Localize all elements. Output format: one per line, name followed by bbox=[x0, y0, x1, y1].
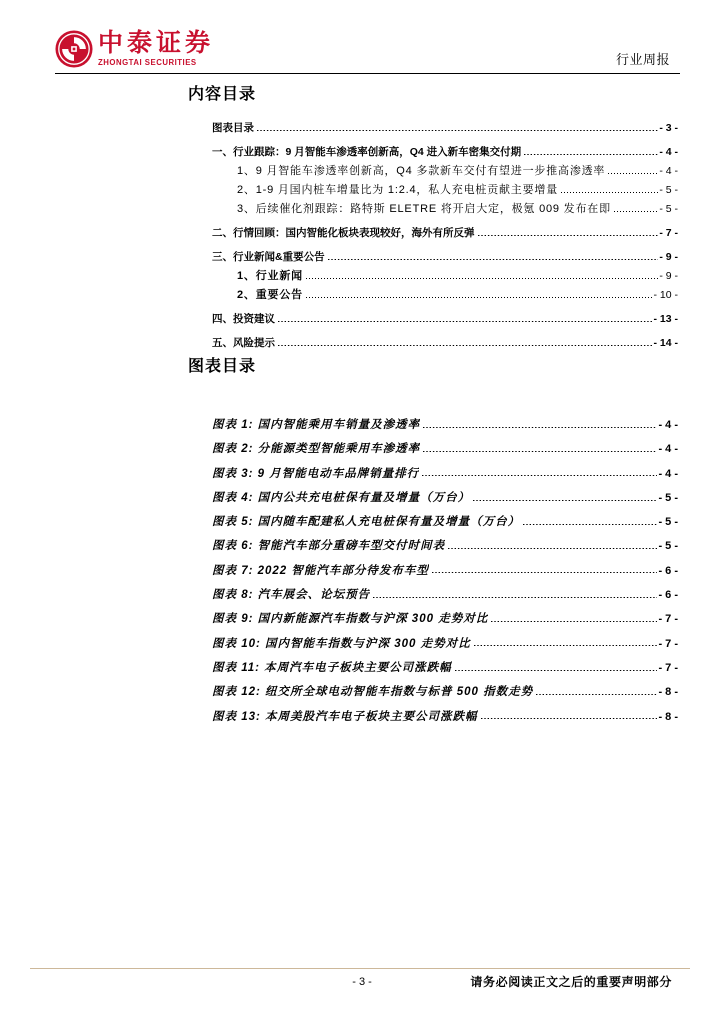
report-type-label: 行业周报 bbox=[615, 52, 670, 67]
toc-entry-page: - 5 - bbox=[659, 203, 678, 215]
dot-leader bbox=[473, 500, 657, 501]
dot-leader bbox=[373, 597, 657, 598]
figure-entry-title: 图表 3: 9 月智能电动车品牌销量排行 bbox=[212, 467, 420, 480]
footer-page-number: - 3 - bbox=[352, 976, 372, 988]
footer-divider bbox=[30, 968, 690, 969]
company-logo bbox=[55, 30, 220, 70]
figure-entry-title: 图表 4: 国内公共充电桩保有量及增量（万台） bbox=[212, 491, 471, 504]
toc-entry-page: - 5 - bbox=[659, 184, 678, 196]
logo-name-en: ZHONGTAI SECURITIES bbox=[98, 58, 197, 67]
figure-entry-title: 图表 7: 2022 智能汽车部分待发布车型 bbox=[212, 564, 429, 577]
toc-entry-title: 五、风险提示 bbox=[212, 337, 275, 349]
figure-entry-page: - 7 - bbox=[658, 637, 678, 650]
figure-entry-title: 图表 13: 本周美股汽车电子板块主要公司涨跌幅 bbox=[212, 710, 478, 723]
toc-entry-page: - 4 - bbox=[659, 165, 678, 177]
toc-heading: 内容目录 bbox=[188, 86, 257, 103]
dot-leader bbox=[306, 278, 658, 279]
figure-entry-page: - 5 - bbox=[658, 516, 678, 529]
toc-entry-title: 三、行业新闻&重要公告 bbox=[212, 251, 325, 263]
figure-entry[interactable] bbox=[212, 534, 678, 558]
header-divider bbox=[55, 73, 680, 74]
figure-entry-title: 图表 5: 国内随车配建私人充电桩保有量及增量（万台） bbox=[212, 516, 521, 529]
figure-entry[interactable] bbox=[212, 437, 678, 461]
figure-entry[interactable] bbox=[212, 607, 678, 631]
figure-entry-page: - 4 - bbox=[658, 419, 678, 431]
dot-leader bbox=[608, 173, 658, 174]
figure-entry-page: - 4 - bbox=[658, 443, 678, 456]
table-of-contents bbox=[212, 114, 678, 353]
dot-leader bbox=[448, 548, 657, 549]
figure-entry[interactable] bbox=[212, 559, 678, 583]
figure-entry[interactable] bbox=[212, 510, 678, 534]
toc-entry-title: 四、投资建议 bbox=[212, 313, 275, 325]
figure-entry[interactable] bbox=[212, 705, 678, 729]
dot-leader bbox=[306, 297, 653, 298]
toc-subentry[interactable] bbox=[212, 267, 678, 286]
toc-entry-title: 图表目录 bbox=[212, 122, 254, 134]
toc-entry-page: - 3 - bbox=[659, 122, 678, 134]
figure-entry[interactable] bbox=[212, 632, 678, 656]
toc-entry-page: - 7 - bbox=[659, 227, 678, 239]
dot-leader bbox=[257, 130, 658, 131]
dot-leader bbox=[561, 192, 658, 193]
figure-entry-title: 图表 1: 国内智能乘用车销量及渗透率 bbox=[212, 419, 421, 431]
figure-entry[interactable] bbox=[212, 680, 678, 704]
dot-leader bbox=[278, 321, 652, 322]
toc-entry-page: - 14 - bbox=[653, 337, 678, 349]
toc-entry-page: - 9 - bbox=[659, 251, 678, 263]
figure-entry-title: 图表 10: 国内智能车指数与沪深 300 走势对比 bbox=[212, 637, 471, 650]
toc-entry[interactable] bbox=[212, 334, 678, 353]
figure-entry[interactable] bbox=[212, 583, 678, 607]
figure-entry[interactable] bbox=[212, 413, 678, 437]
figure-entry-page: - 6 - bbox=[658, 564, 678, 577]
toc-entry[interactable] bbox=[212, 143, 678, 162]
dot-leader bbox=[455, 670, 658, 671]
toc-entry-title: 二、行情回顾：国内智能化板块表现较好，海外有所反弹 bbox=[212, 227, 475, 239]
toc-entry[interactable] bbox=[212, 224, 678, 243]
dot-leader bbox=[328, 259, 659, 260]
dot-leader bbox=[523, 524, 657, 525]
figure-entry-page: - 7 - bbox=[658, 661, 678, 674]
toc-entry-title: 1、9 月智能车渗透率创新高，Q4 多款新车交付有望进一步推高渗透率 bbox=[237, 165, 606, 177]
dot-leader bbox=[423, 451, 657, 452]
toc-subentry[interactable] bbox=[212, 200, 678, 219]
figure-entry-title: 图表 12: 纽交所全球电动智能车指数与标普 500 指数走势 bbox=[212, 686, 534, 699]
dot-leader bbox=[423, 427, 657, 428]
list-of-figures bbox=[212, 413, 678, 729]
toc-entry[interactable] bbox=[212, 119, 678, 138]
toc-entry-title: 一、行业跟踪：9 月智能车渗透率创新高，Q4 进入新车密集交付期 bbox=[212, 146, 522, 158]
toc-subentry[interactable] bbox=[212, 286, 678, 305]
toc-entry[interactable] bbox=[212, 310, 678, 329]
figure-entry[interactable] bbox=[212, 486, 678, 510]
figure-entry-page: - 4 - bbox=[658, 467, 678, 480]
dot-leader bbox=[481, 718, 658, 719]
toc-subentry[interactable] bbox=[212, 162, 678, 181]
toc-entry-page: - 13 - bbox=[653, 313, 678, 325]
toc-entry[interactable] bbox=[212, 248, 678, 267]
figure-entry-page: - 8 - bbox=[658, 710, 678, 723]
logo-name-cn: 中泰证券 bbox=[98, 29, 215, 57]
dot-leader bbox=[536, 694, 657, 695]
dot-leader bbox=[614, 211, 658, 212]
zhongtai-logo-icon bbox=[55, 30, 93, 68]
figure-entry-page: - 5 - bbox=[658, 540, 678, 553]
toc-entry-page: - 9 - bbox=[659, 270, 678, 282]
toc-subentry[interactable] bbox=[212, 181, 678, 200]
toc-entry-page: - 4 - bbox=[659, 146, 678, 158]
figure-entry-page: - 5 - bbox=[658, 491, 678, 504]
figure-entry-page: - 7 - bbox=[658, 613, 678, 626]
toc-entry-title: 2、重要公告 bbox=[237, 289, 303, 301]
toc-entry-title: 1、行业新闻 bbox=[237, 270, 303, 282]
figure-entry-title: 图表 8: 汽车展会、论坛预告 bbox=[212, 589, 371, 602]
dot-leader bbox=[432, 572, 658, 573]
dot-leader bbox=[524, 154, 658, 155]
figure-entry-title: 图表 2: 分能源类型智能乘用车渗透率 bbox=[212, 443, 421, 456]
footer-disclaimer: 请务必阅读正文之后的重要声明部分 bbox=[470, 975, 672, 989]
figure-entry-title: 图表 9: 国内新能源汽车指数与沪深 300 走势对比 bbox=[212, 613, 489, 626]
toc-entry-title: 3、后续催化剂跟踪：路特斯 ELETRE 将开启大定，极氪 009 发布在即 bbox=[237, 203, 611, 215]
dot-leader bbox=[478, 235, 659, 236]
dot-leader bbox=[474, 645, 658, 646]
dot-leader bbox=[278, 345, 652, 346]
figure-entry-title: 图表 11: 本周汽车电子板块主要公司涨跌幅 bbox=[212, 661, 452, 674]
figure-entry-title: 图表 6: 智能汽车部分重磅车型交付时间表 bbox=[212, 540, 446, 553]
dot-leader bbox=[422, 475, 657, 476]
figure-entry[interactable] bbox=[212, 656, 678, 680]
figure-entry-page: - 8 - bbox=[658, 686, 678, 699]
figures-heading: 图表目录 bbox=[188, 358, 257, 375]
figure-entry-page: - 6 - bbox=[658, 589, 678, 602]
toc-entry-page: - 10 - bbox=[653, 289, 678, 301]
dot-leader bbox=[491, 621, 657, 622]
toc-entry-title: 2、1-9 月国内桩车增量比为 1:2.4，私人充电桩贡献主要增量 bbox=[237, 184, 558, 196]
figure-entry[interactable] bbox=[212, 462, 678, 486]
